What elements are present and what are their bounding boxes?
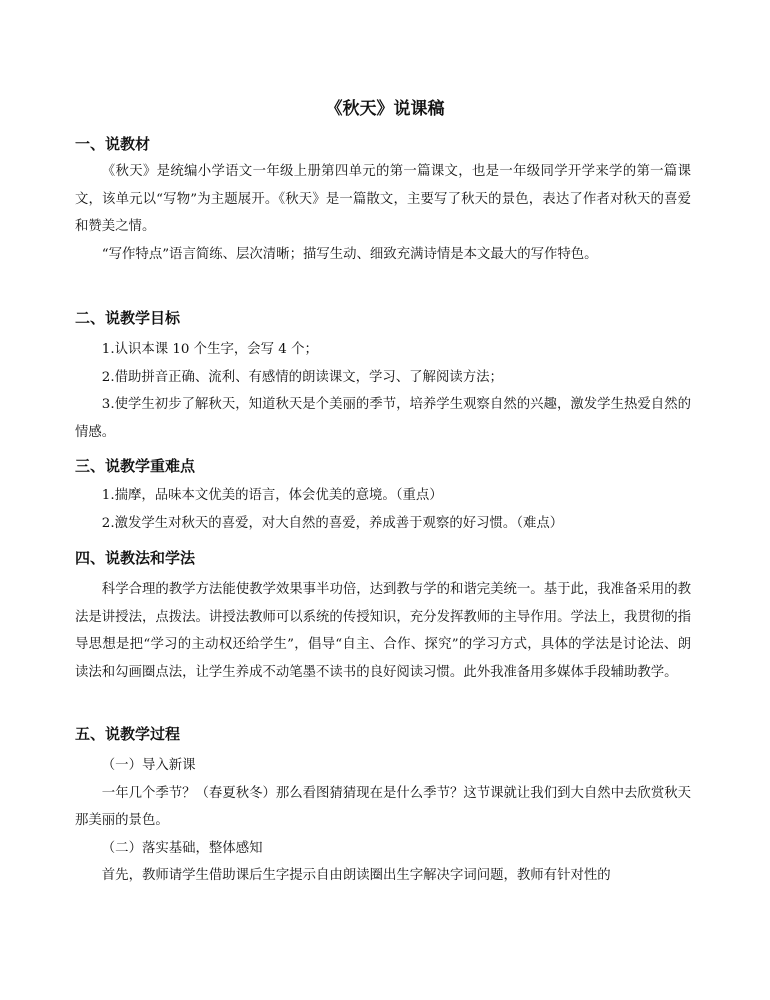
document-title: 《秋天》说课稿: [325, 99, 445, 119]
section-body-1: [75, 158, 691, 268]
subsection-heading: （一）导入新课: [101, 758, 196, 773]
section-heading-5: 五、说教学过程: [75, 725, 181, 743]
section-body-4: [75, 576, 691, 686]
paragraph: 2.借助拼音正确、流利、有感情的朗读课文，学习、了解阅读方法；: [101, 369, 503, 385]
paragraph: 1.认识本课 10 个生字，会写 4 个；: [101, 342, 318, 357]
paragraph: 1.揣摩，品味本文优美的语言，体会优美的意境。（重点）: [101, 488, 443, 503]
paragraph: 《秋天》是统编小学语文一年级上册第四单元的第一篇课文，也是一年级同学开学来学的第一篇课文，该单元以“写物”为主题展开。《秋天》是一篇散文，主要写了秋天的景色，表达了作者对秋天的喜爱和赞美之情。: [75, 164, 691, 235]
paragraph: 2.激发学生对秋天的喜爱，对大自然的喜爱，养成善于观察的好习惯。（难点）: [101, 515, 564, 531]
subsection-heading: （二）落实基础，整体感知: [101, 840, 263, 856]
section-heading-2: 二、说教学目标: [75, 309, 181, 327]
section-heading-1: 一、说教材: [75, 135, 151, 153]
section-body-5: [75, 752, 691, 890]
section-heading-3: 三、说教学重难点: [75, 457, 196, 475]
paragraph: 首先，教师请学生借助课后生字提示自由朗读圈出生字解决字词问题，教师有针对性的: [101, 868, 611, 884]
paragraph: 一年几个季节？（春夏秋冬）那么看图猜猜现在是什么季节？这节课就让我们到大自然中去欣赏秋天那美丽的景色。: [75, 785, 691, 829]
section-heading-4: 四、说教法和学法: [75, 549, 196, 567]
section-body-2: [75, 336, 691, 446]
paragraph: 3.使学生初步了解秋天，知道秋天是个美丽的季节，培养学生观察自然的兴趣，激发学生热爱自然的情感。: [75, 397, 691, 440]
section-body-3: [75, 482, 691, 537]
paragraph: “写作特点”语言简练、层次清晰；描写生动、细致充满诗情是本文最大的写作特色。: [101, 246, 598, 262]
paragraph: 科学合理的教学方法能使教学效果事半功倍，达到教与学的和谐完美统一。基于此，我准备采用的教法是讲授法，点拨法。讲授法教师可以系统的传授知识，充分发挥教师的主导作用。学法上，我贯彻的指导思想是把“学习的主动权还给学生”，倡导“自主、合作、探究”的学习方式，具体的学法是讨论法、朗读法和勾画圈点法，让学生养成不动笔墨不读书的良好阅读习惯。此外我准备用多媒体手段辅助教学。: [75, 582, 691, 680]
